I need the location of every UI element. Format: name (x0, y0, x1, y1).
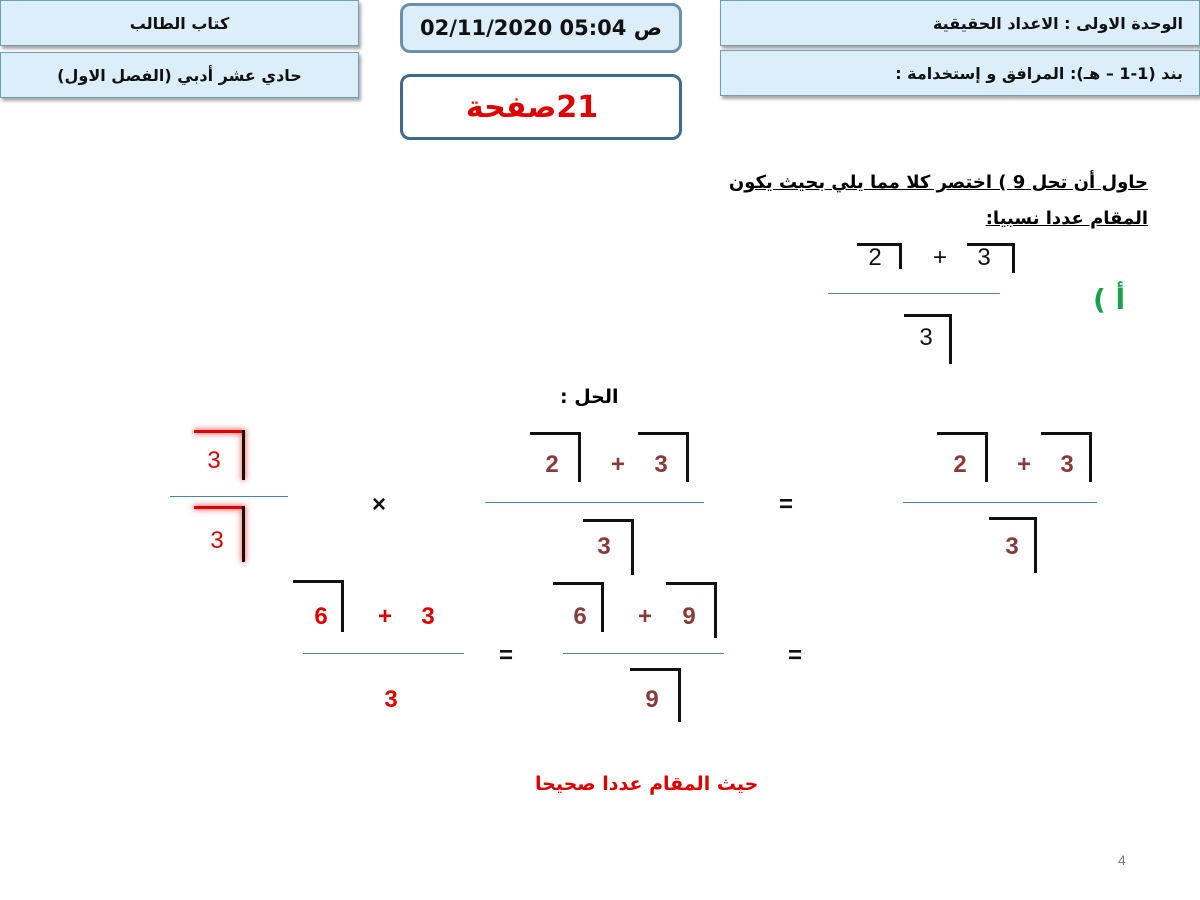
row2-equals2: = (498, 642, 514, 669)
solution-label: الحل : (560, 386, 619, 408)
problem-op: + (932, 244, 948, 271)
row1-f2-a: 2 (545, 451, 559, 478)
row1-f1-den: 3 (1005, 533, 1019, 560)
page-box (400, 74, 682, 140)
book-label: كتاب الطالب (129, 13, 230, 33)
exercise-line2: المقام عددا نسبيا: (985, 208, 1148, 229)
row1-f1-a: 2 (953, 451, 967, 478)
row2-f1-op: + (637, 603, 653, 630)
row1-f1-op: + (1016, 451, 1032, 478)
row2-equals1: = (787, 642, 803, 669)
row2-f2-den: 3 (384, 686, 398, 713)
solution-note: حيث المقام عددا صحيحا (535, 773, 759, 795)
unit-label: الوحدة الاولى : الاعداد الحقيقية (932, 13, 1183, 33)
datetime-label: 02/11/2020 05:04 ص (420, 16, 662, 40)
page-label: صفحة (465, 89, 557, 125)
row1-f1-b: 3 (1060, 451, 1074, 478)
datetime-box (400, 3, 682, 53)
unit-box (720, 0, 1200, 46)
problem-b: 3 (977, 244, 991, 271)
section-box (720, 50, 1200, 96)
grade-label: حادي عشر أدبي (الفصل الاول) (57, 65, 302, 85)
problem-fraction-bar (828, 293, 1000, 294)
row2-f2-a: 6 (314, 603, 328, 630)
row1-f2-den: 3 (597, 533, 611, 560)
exercise-line1: حاول أن تحل 9 ) اختصر كلا مما يلي بحيث يكون (728, 172, 1148, 193)
section-label: بند (1-1 – هـ): المرافق و إستخدامة : (895, 63, 1183, 83)
row2-f2-b: 3 (421, 603, 435, 630)
row2-f1-den: 9 (645, 686, 659, 713)
row1-f3-num: 3 (207, 447, 221, 474)
problem-den: 3 (919, 324, 933, 351)
row2-f2-op: + (377, 603, 393, 630)
slide-number: 4 (1118, 852, 1126, 868)
row1-equals: = (778, 491, 794, 518)
row1-f3-den: 3 (210, 527, 224, 554)
row2-f1-a: 6 (573, 603, 587, 630)
page-number: 21 (556, 89, 599, 125)
part-label: أ ) (1093, 283, 1126, 316)
grade-box (0, 52, 359, 98)
row2-f1-b: 9 (682, 603, 696, 630)
book-box (0, 0, 359, 46)
row1-f2-b: 3 (654, 451, 668, 478)
row1-times: × (371, 491, 387, 518)
problem-a: 2 (868, 244, 882, 271)
row1-f2-op: + (610, 451, 626, 478)
